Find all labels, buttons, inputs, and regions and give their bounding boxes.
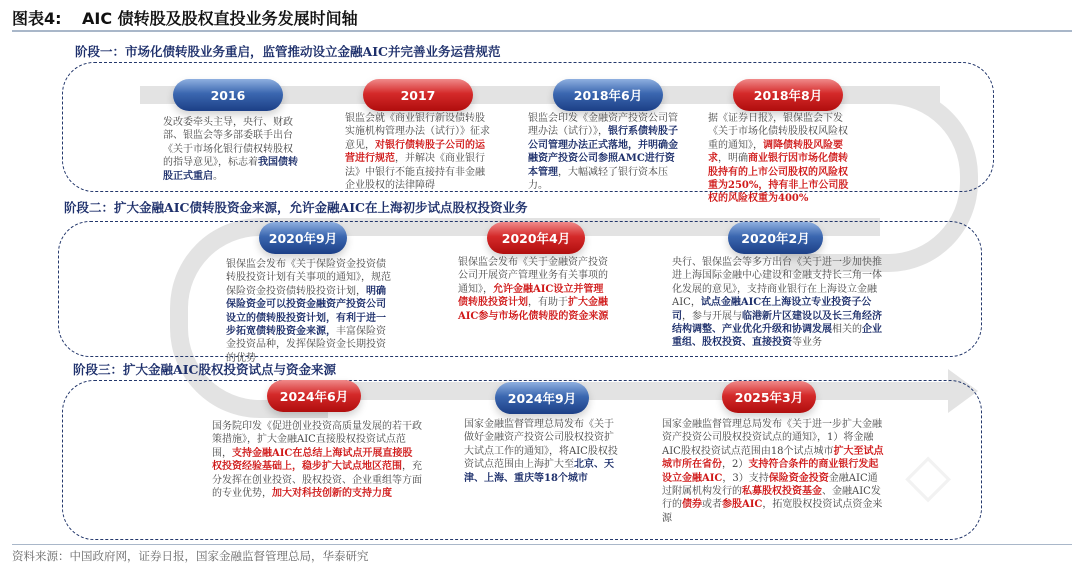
event-2020-02-date: 2020年2月 [728, 222, 823, 254]
event-2020-09-desc [226, 258, 391, 365]
event-2024-09-desc [464, 418, 622, 485]
desc-text: 国家金融监督管理总局发布《关于进一步扩大金融资产投资公司股权投资试点的通知》，1）将金融AIC股权投资试点范围由18个试点城市 [662, 419, 882, 457]
desc-text: 国家金融监督管理总局发布《关于做好金融资产投资公司股权投资扩大试点工作的通知》，将AIC股权投资试点范围由上海扩大至 [464, 419, 618, 471]
stage-1-heading: 阶段一：市场化债转股业务重启，监管推动设立金融AIC并完善业务运营规范 [75, 44, 501, 59]
desc-highlight: 参股AIC [722, 499, 763, 511]
watermark-logo-icon: ◇ [905, 440, 952, 510]
event-2024-06-desc [212, 420, 422, 500]
event-2025-03-desc [662, 418, 884, 525]
desc-highlight: 银行系债转股子公司管理办法正式落地，并明确金融资产投资公司参照AMC进行资本管理 [528, 126, 678, 178]
desc-highlight: 北京、天津、上海、重庆等18个城市 [464, 459, 614, 484]
desc-text: 银监会就《商业银行新设债转股实施机构管理办法（试行）》征求意见， [345, 113, 490, 151]
desc-highlight: 对银行债转股子公司的运营进行规范 [345, 139, 485, 165]
event-2025-03-date: 2025年3月 [722, 381, 816, 413]
desc-text: 银监会印发《金融资产投资公司管理办法（试行）》， [528, 113, 678, 138]
figure-title: AIC 债转股及股权直投业务发展时间轴 [82, 9, 358, 28]
event-2020-04-desc [458, 256, 613, 323]
desc-text: ，并解决《商业银行法》中银行不能直接持有非金融企业股权的法律障碍 [345, 153, 485, 192]
stage-3-heading: 阶段三：扩大金融AIC股权投资试点与资金来源 [73, 362, 336, 377]
desc-text: ，明确 [718, 153, 748, 165]
desc-text: ，参与开展与 [682, 310, 742, 322]
desc-text: 银保监会发布《关于金融资产投资公司开展资产管理业务有关事项的通知》， [458, 257, 608, 295]
desc-highlight: 调降债转股风险要求 [708, 139, 843, 165]
desc-text: ，拓宽股权投资试点资金来源 [662, 499, 883, 524]
desc-text: ，有助于 [528, 297, 568, 309]
figure-number: 图表4: [12, 9, 62, 28]
desc-highlight: 我国债转股正式重启 [163, 157, 298, 182]
desc-highlight: 明确保险资金可以投资金融资产投资公司设立的债转股投资计划，有利于进一步拓宽债转股资金来源， [226, 285, 386, 338]
event-2020-09-date: 2020年9月 [259, 222, 347, 254]
desc-text: 银保监会发布《关于保险资金投资债转股投资计划有关事项的通知》，规范保险资金投资债转股投资计划， [226, 259, 391, 297]
desc-highlight: 允许金融AIC设立并管理债转股投资计划 [458, 283, 604, 309]
event-2017-desc [345, 112, 493, 192]
event-2018-08-date: 2018年8月 [733, 79, 843, 111]
desc-text: 相关的 [832, 324, 862, 336]
desc-text: 国务院印发《促进创业投资高质量发展的若干政策措施》，扩大金融AIC直接股权投资试点范围， [212, 421, 422, 459]
desc-text: 发改委牵头主导，央行、财政部、银监会等多部委联手出台《关于市场化银行债权转股权的指导意见》，标志着 [163, 117, 293, 169]
event-2016-desc [163, 116, 298, 183]
desc-highlight: 债券 [682, 499, 702, 511]
event-2016-date: 2016 [173, 79, 283, 111]
desc-highlight: 保险资金投资 [768, 472, 829, 484]
desc-highlight: 企业重组、股权投资、直接投资 [672, 324, 882, 349]
desc-highlight: 扩大金融AIC参与市场化债转股的资金来源 [458, 297, 609, 322]
desc-highlight: 私募股权投资基金 [742, 486, 822, 498]
desc-text: 丰富保险资金投资品种，发挥保险资金长期投资的优势 [226, 326, 386, 364]
desc-text: ，大幅减轻了银行资本压力。 [528, 166, 668, 192]
desc-highlight: 支持金融AIC在总结上海试点开展直接股权投资经验基础上，稳步扩大试点地区范围 [212, 447, 413, 473]
stage-2-heading: 阶段二：扩大金融AIC债转股资金来源，允许金融AIC在上海初步试点股权投资业务 [64, 200, 528, 215]
event-2024-09-date: 2024年9月 [495, 382, 589, 414]
desc-text: 据《证券日报》，银保监会下发《关于市场化债转股股权风险权重的通知》， [708, 113, 848, 151]
desc-highlight: 支持符合条件的商业银行发起设立金融AIC [662, 459, 879, 484]
event-2020-02-desc [672, 256, 884, 350]
desc-highlight: 加大对科技创新的支持力度 [272, 488, 392, 500]
desc-text: ，充分发挥在创业投资、股权投资、企业重组等方面的专业优势， [212, 461, 422, 500]
event-2024-06-date: 2024年6月 [267, 380, 361, 412]
desc-text: 。 [213, 170, 223, 182]
source-note: 资料来源：中国政府网，证券日报，国家金融监督管理总局，华泰研究 [12, 549, 369, 563]
event-2018-06-desc [528, 112, 678, 192]
desc-text: 或者 [702, 499, 722, 511]
event-2017-date: 2017 [363, 79, 473, 111]
desc-text: 金融AIC通过附属机构发行的 [662, 472, 878, 498]
desc-text: 、金融AIC发行的 [662, 486, 881, 511]
desc-highlight: 扩大至试点城市所在省份 [662, 445, 884, 471]
desc-highlight: 试点金融AIC在上海设立专业投资子公司 [672, 297, 872, 322]
event-2020-04-date: 2020年4月 [487, 222, 585, 254]
figure-title-bar [12, 4, 1072, 32]
desc-highlight: 商业银行因市场化债转股持有的上市公司股权的风险权重为250%，持有非上市公司股权的风险权重为400% [708, 153, 849, 205]
desc-text: 央行、银保监会等多方出台《关于进一步加快推进上海国际金融中心建设和金融支持长三角一体化发展的意见》，支持商业银行在上海设立金融AIC， [672, 257, 882, 309]
footer-divider [12, 544, 1072, 545]
desc-text: ，3）支持 [722, 472, 769, 484]
desc-text: 等业务 [792, 337, 822, 349]
event-2018-08-desc [708, 112, 856, 206]
desc-text: ，2） [722, 459, 749, 471]
event-2018-06-date: 2018年6月 [553, 79, 663, 111]
desc-highlight: 临港新片区建设以及长三角经济结构调整、产业优化升级和协调发展 [672, 310, 882, 336]
